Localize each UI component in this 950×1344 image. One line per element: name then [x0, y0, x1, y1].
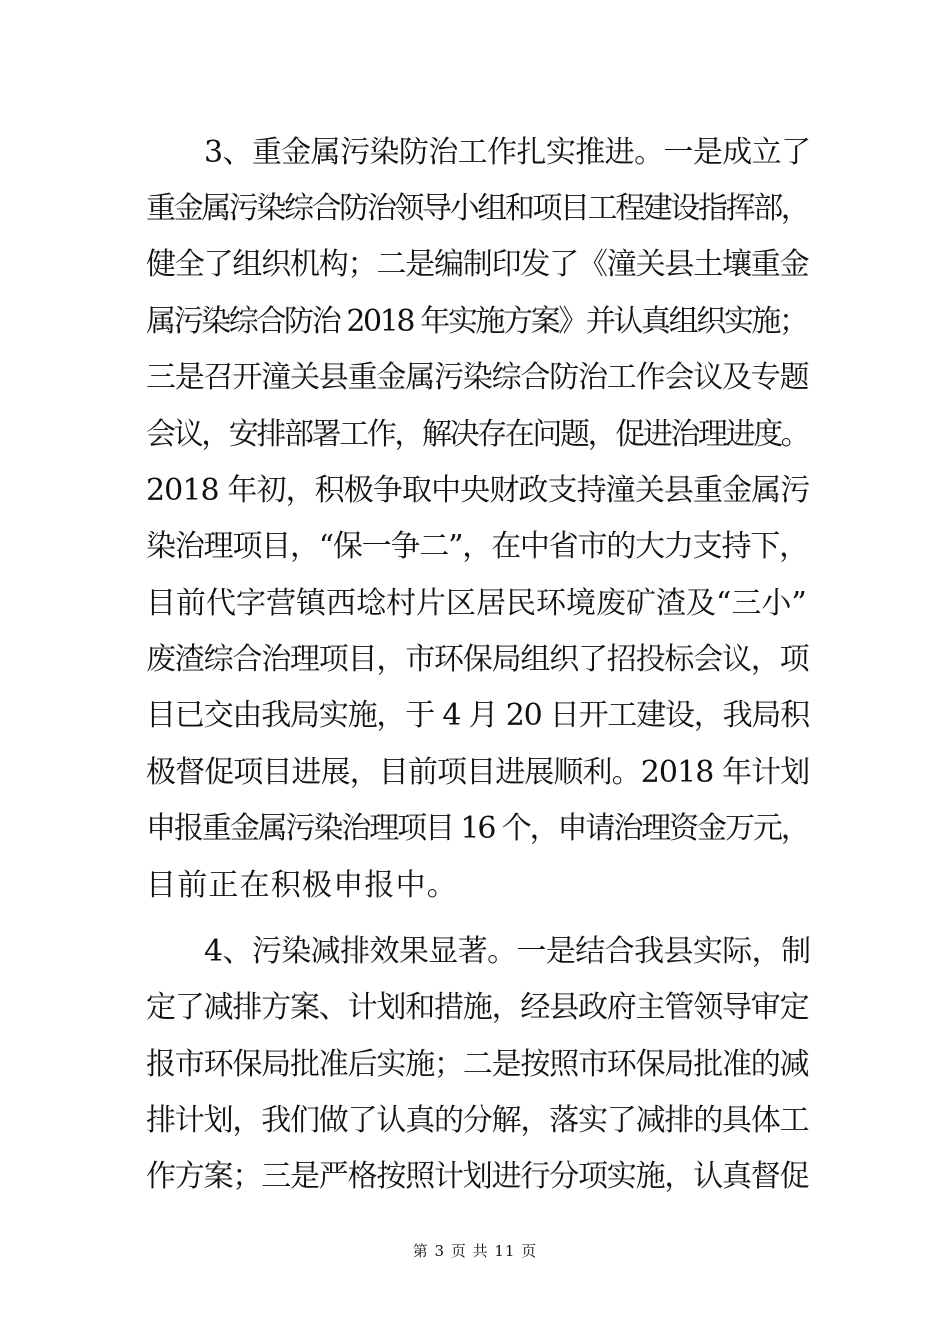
paragraph-3-line-12: 极督促项目进展，目前项目进展顺利。2018 年计划 — [146, 755, 810, 790]
page-number-footer: 第 3 页 共 11 页 — [412, 1242, 538, 1260]
paragraph-4-line-5: 作方案；三是严格按照计划进行分项实施，认真督促 — [146, 1159, 809, 1194]
paragraph-3-line-7: 2018 年初，积极争取中央财政支持潼关县重金属污 — [146, 473, 810, 508]
paragraph-3-line-5: 三是召开潼关县重金属污染综合防治工作会议及专题 — [146, 360, 809, 395]
paragraph-3-line-1: 3、重金属污染防治工作扎实推进。一是成立了 — [204, 135, 811, 170]
paragraph-3-line-3: 健全了组织机构；二是编制印发了《潼关县土壤重金 — [146, 247, 809, 282]
paragraph-3-line-11: 目已交由我局实施，于 4 月 20 日开工建设，我局积 — [146, 698, 810, 733]
paragraph-3-line-8: 染治理项目，“保一争二”，在中省市的大力支持下， — [146, 529, 808, 564]
paragraph-3-line-4: 属污染综合防治 2018 年实施方案》并认真组织实施； — [146, 304, 807, 339]
paragraph-3-line-6: 会议，安排部署工作，解决存在问题，促进治理进度。 — [146, 417, 809, 452]
paragraph-3-line-9: 目前代字营镇西埝村片区居民环境废矿渣及“三小” — [146, 586, 807, 621]
paragraph-3-line-2: 重金属污染综合防治领导小组和项目工程建设指挥部， — [146, 191, 809, 226]
paragraph-3-line-10: 废渣综合治理项目，市环保局组织了招投标会议，项 — [146, 642, 809, 677]
paragraph-4-line-4: 排计划，我们做了认真的分解，落实了减排的具体工 — [146, 1103, 809, 1138]
paragraph-4-line-2: 定了减排方案、计划和措施，经县政府主管领导审定 — [146, 990, 809, 1025]
paragraph-3-line-14: 目前正在积极申报中。 — [146, 868, 458, 903]
paragraph-4-line-3: 报市环保局批准后实施；二是按照市环保局批准的减 — [146, 1047, 809, 1082]
paragraph-3-line-13: 申报重金属污染治理项目 16 个，申请治理资金万元， — [146, 811, 809, 846]
paragraph-4-line-1: 4、污染减排效果显著。一是结合我县实际，制 — [204, 934, 811, 969]
